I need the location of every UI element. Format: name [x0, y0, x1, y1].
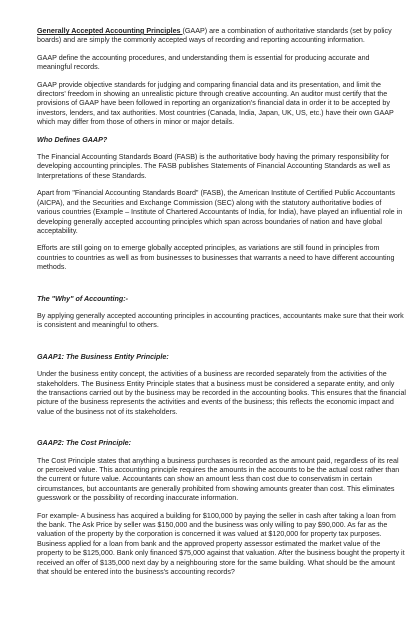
- intro-text: (GAAP) are a combination of authoritative standards (set by policy boards) and are simply the commonly accepted ways of recording and reporting accounting information.: [37, 27, 392, 45]
- other-bodies-paragraph: Apart from "Financial Accounting Standards Board" (FASB), the American Institute of Certified Public Accountants (AICPA), and the Securities and Exchange Commission (SEC) along with the statutory authoritative bodies of various countries (Example – Institute of Chartered Accountants of India, for India), have played an influential role in developing generally accepted accounting principles which span across boundaries of nation and have global acceptability.: [37, 189, 403, 235]
- gaap-term: Generally Accepted Accounting Principles: [37, 27, 183, 35]
- gaap1-heading: GAAP1: The Business Entity Principle:: [37, 352, 169, 361]
- who-defines-heading: Who Defines GAAP?: [37, 135, 108, 144]
- procedures-paragraph: GAAP define the accounting procedures, and understanding them is essential for producing accurate and meaningful records.: [37, 53, 370, 72]
- fasb-paragraph: The Financial Accounting Standards Board (FASB) is the authoritative body having the primary responsibility for developing accounting principles. The FASB publishes Statements of Financial Accounting Standards as well as Interpretations of these Standards.: [37, 153, 391, 180]
- business-entity-paragraph: Under the business entity concept, the activities of a business are recorded separately from the activities of the stakeholders. The Business Entity Principle states that a business must be considered a separate entity, and only the transactions carried out by the business may be recorded in the accounting books. This ensures that the financial picture of the business represents the activities and events of the business; this reflects the economic impact and value of the business not of its stakeholders.: [37, 370, 407, 416]
- global-efforts-paragraph: Efforts are still going on to emerge globally accepted principles, as variations are still found in principles from countries to countries as well as from businesses to businesses that warrants a need to have different accounting methods.: [37, 244, 395, 272]
- intro-paragraph: [37, 27, 406, 46]
- example-paragraph: For example- A business has acquired a building for $100,000 by paying the seller in cash after taking a loan from the bank. The Ask Price by seller was $150,000 and the business was only willing to pay $90,000. As far as the valuation of the property by the corporation is concerned it was valued at $120,000 for property tax purposes. Business applied for a loan from bank and the approved property assessor estimated the market value of the property to be $125,000. Bank only financed $75,000 against that valuation. After the business bought the property it received an offer of $135,000 next day by a neighbouring store for the same building. What should be the amount that should be entered into the business's accounting records?: [37, 511, 405, 577]
- why-heading: The "Why" of Accounting:-: [37, 294, 128, 303]
- cost-principle-paragraph: The Cost Principle states that anything a business purchases is recorded as the amount paid, regardless of its real or perceived value. This accounting principle requires the amounts in the accounts to be the actual cost rather than the current or future value. Accountants can show an amount less than cost due to conservatism in certain circumstances, but accountants are generally prohibited from showing amounts greater than cost. This eliminates guesswork or the possibility of recording inaccurate information.: [37, 456, 400, 503]
- why-paragraph: By applying generally accepted accounting principles in accounting practices, accountants make sure that their work is consistent and meaningful to others.: [37, 311, 404, 330]
- gaap2-heading: GAAP2: The Cost Principle:: [37, 439, 132, 448]
- objective-standards-paragraph: GAAP provide objective standards for judging and comparing financial data and its presentation, and limit the directors' freedom in showing an unrealistic picture through creative accounting. An auditor must certify that the provisions of GAAP have been followed in reporting an organization's financial data in order it to be accepted by investors, lenders, and tax authorities. Most countries (Canada, India, Japan, UK, US, etc.) have their own GAAP which may differ from those of others in minor or major details.: [37, 80, 394, 127]
